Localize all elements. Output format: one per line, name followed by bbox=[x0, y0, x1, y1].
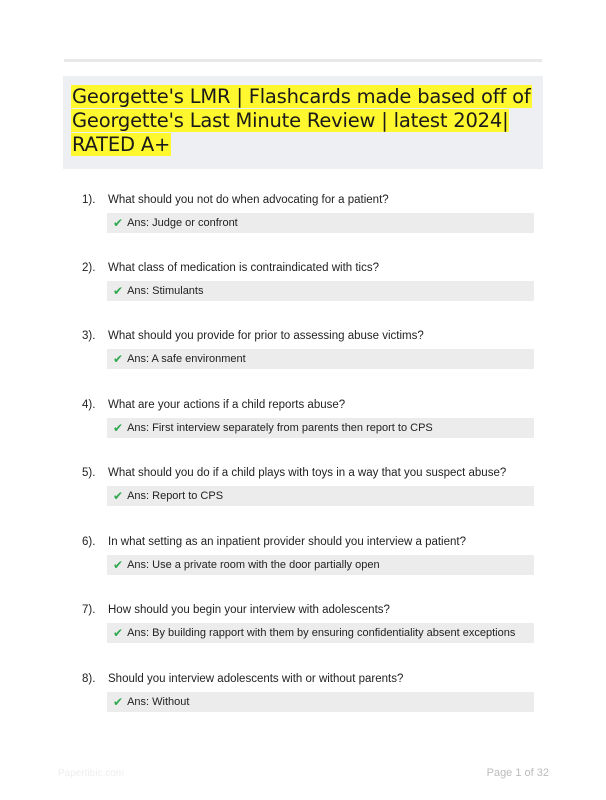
question-number: 7). bbox=[82, 604, 96, 616]
question-number: 2). bbox=[82, 262, 96, 274]
answer-text: Ans: A safe environment bbox=[127, 353, 246, 365]
question-number: 4). bbox=[82, 399, 96, 411]
check-icon: ✔ bbox=[113, 489, 124, 503]
answer-box bbox=[107, 555, 534, 575]
question-text: What should you not do when advocating for a patient? bbox=[108, 194, 389, 206]
answer-box bbox=[107, 213, 534, 233]
question-text: What should you do if a child plays with toys in a way that you suspect abuse? bbox=[108, 467, 507, 479]
check-icon: ✔ bbox=[113, 626, 124, 640]
check-icon: ✔ bbox=[113, 558, 124, 572]
check-icon: ✔ bbox=[113, 421, 124, 435]
check-icon: ✔ bbox=[113, 695, 124, 709]
answer-text: Ans: By building rapport with them by ensuring confidentiality absent exceptions bbox=[127, 627, 516, 639]
check-icon: ✔ bbox=[113, 352, 124, 366]
question-number: 3). bbox=[82, 330, 96, 342]
answer-text: Ans: First interview separately from parents then report to CPS bbox=[127, 422, 433, 434]
answer-text: Ans: Without bbox=[127, 696, 190, 708]
question-text: What should you provide for prior to assessing abuse victims? bbox=[108, 330, 424, 342]
question-text: What class of medication is contraindicated with tics? bbox=[108, 262, 380, 274]
answer-box bbox=[107, 281, 534, 301]
footer-watermark: Papertibic.com bbox=[58, 768, 125, 779]
answer-text: Ans: Report to CPS bbox=[127, 490, 224, 502]
answer-text: Ans: Stimulants bbox=[127, 285, 204, 297]
question-text: Should you interview adolescents with or without parents? bbox=[108, 673, 404, 685]
answer-text: Ans: Use a private room with the door partially open bbox=[127, 559, 380, 571]
question-number: 5). bbox=[82, 467, 96, 479]
answer-box bbox=[107, 623, 534, 643]
title-box bbox=[63, 76, 543, 169]
answer-box bbox=[107, 349, 534, 369]
document-title-text: Georgette's LMR | Flashcards made based off of Georgette's Last Minute Review | latest 2024| RATED A+ bbox=[72, 85, 531, 156]
question-text: In what setting as an inpatient provider should you interview a patient? bbox=[108, 536, 466, 548]
question-text: How should you begin your interview with adolescents? bbox=[108, 604, 390, 616]
question-number: 1). bbox=[82, 194, 96, 206]
check-icon: ✔ bbox=[113, 284, 124, 298]
question-number: 8). bbox=[82, 673, 96, 685]
document-title bbox=[71, 85, 535, 157]
answer-box bbox=[107, 486, 534, 506]
question-number: 6). bbox=[82, 536, 96, 548]
check-icon: ✔ bbox=[113, 216, 124, 230]
answer-text: Ans: Judge or confront bbox=[127, 217, 238, 229]
answer-box bbox=[107, 418, 534, 438]
question-text: What are your actions if a child reports abuse? bbox=[108, 399, 346, 411]
page-indicator: Page 1 of 32 bbox=[486, 767, 549, 779]
answer-box bbox=[107, 692, 534, 712]
top-divider bbox=[64, 59, 542, 62]
